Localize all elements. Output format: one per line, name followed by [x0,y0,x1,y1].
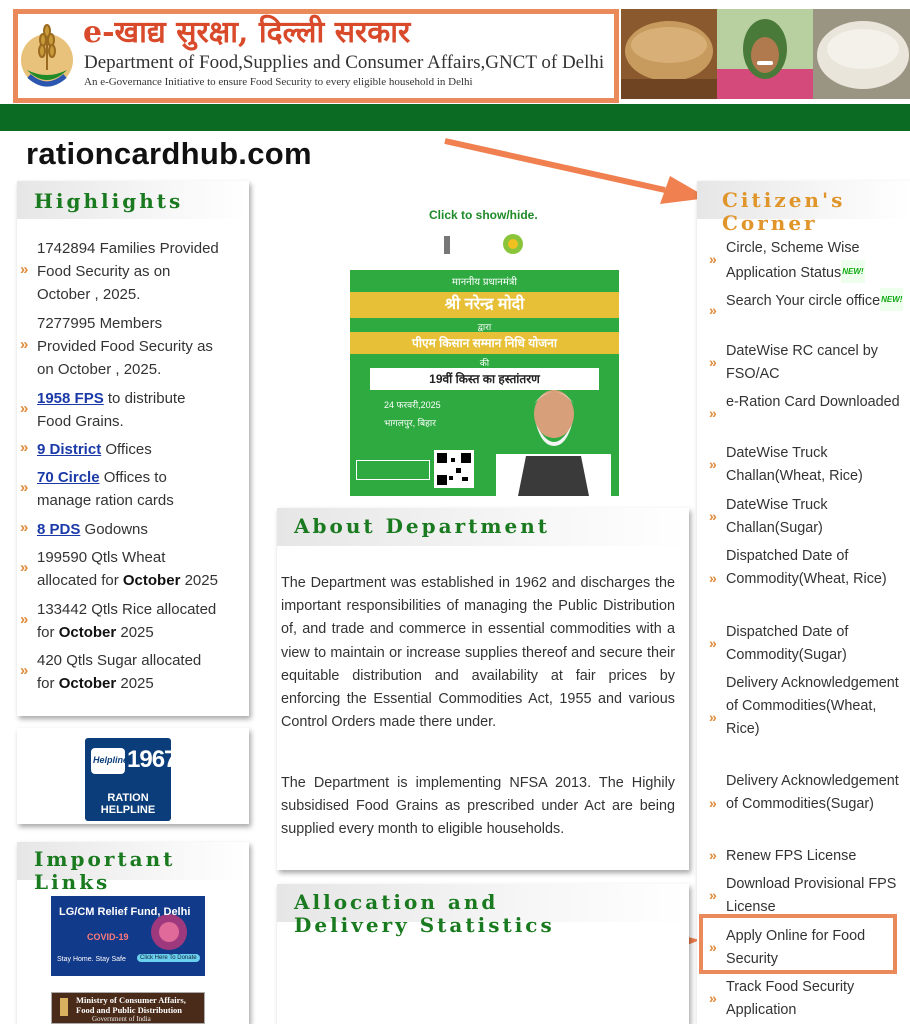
citizens-corner-title: Citizen's Corner [722,188,846,235]
poster-place: भागलपुर, बिहार [384,418,436,428]
covid-relief-fund-banner[interactable] [51,896,205,976]
highlight-item: 420 Qtls Sugar allocated for October 2025 [37,652,202,692]
site-title: e-खाद्य सुरक्षा, दिल्ली सरकार [83,15,411,50]
highlight-item: 199590 Qtls Wheat allocated for October 2025 [37,549,218,589]
bullet-chevron-icon: » [709,455,717,472]
bullet-chevron-icon: » [20,519,29,536]
highlight-item: 133442 Qtls Rice allocated for October 2025 [37,601,217,641]
covid-banner-line1: LG/CM Relief Fund, Delhi [59,906,191,918]
citizens-corner-link[interactable]: Delivery Acknowledgement of Commodities(Sugar) [726,773,899,812]
highlight-item: 9 District Offices [37,441,152,458]
covid-banner-line3: Stay Home. Stay Safe [57,956,126,963]
wheat-logo-icon [19,20,75,90]
ministry-banner-line1: Ministry of Consumer Affairs, [76,995,186,1005]
green-nav-bar [0,104,910,131]
pm-kisan-poster[interactable] [350,228,619,496]
bullet-chevron-icon: » [709,404,717,421]
citizens-corner-link[interactable]: Download Provisional FPS License [726,876,897,915]
covid-banner-line2: COVID-19 [87,932,129,942]
bullet-chevron-icon: » [709,847,717,863]
poster-line5: की [479,358,490,368]
helpline-text: RATION HELPLINE [100,792,156,816]
bullet-chevron-icon: » [709,886,717,903]
ministry-banner-line2: Food and Public Distribution [76,1005,183,1015]
poster-line2: श्री नरेन्द्र मोदी [350,292,619,318]
bullet-chevron-icon: » [20,336,29,353]
bullet-chevron-icon: » [20,399,29,417]
bullet-chevron-icon: » [20,261,29,278]
poster-line3: द्वारा [477,322,492,332]
citizens-corner-link[interactable]: DateWise RC cancel by FSO/AC [726,343,878,382]
bullet-chevron-icon: » [709,708,717,725]
show-hide-toggle[interactable]: Click to show/hide. [429,208,538,222]
apply-online-highlight-box [699,914,897,974]
bullet-chevron-icon: » [709,570,717,586]
poster-line4: पीएम किसान सम्मान निधि योजना [350,332,619,354]
poster-date: 24 फरवरी,2025 [384,400,441,410]
farmer-woman-image [717,9,813,99]
citizens-corner-link[interactable]: Apply Online for Food Security [726,928,866,967]
poster-qr-caption [356,460,430,480]
bullet-chevron-icon: » [709,250,717,267]
bullet-chevron-icon: » [709,507,717,524]
grain-sack-image [621,9,717,99]
header-tagline: An e-Governance Initiative to ensure Food Security to every eligible household in Delhi [84,76,473,88]
bullet-chevron-icon: » [709,795,717,811]
qr-code-image [434,450,474,488]
new-badge: NEW! [841,260,864,283]
highlight-link[interactable]: 8 PDS [37,521,81,538]
highlight-link[interactable]: 9 District [37,441,102,458]
about-department-title: About Department [294,514,551,538]
citizens-corner-link[interactable]: Delivery Acknowledgement of Commodities(Wheat, Rice) [726,675,899,737]
citizens-corner-link[interactable]: DateWise Truck Challan(Wheat, Rice) [726,445,863,484]
citizens-corner-link[interactable]: Dispatched Date of Commodity(Sugar) [726,624,849,663]
highlight-item: 1958 FPS to distribute Food Grains. [37,390,186,430]
ministry-banner-line3: Government of India [92,1015,151,1023]
citizens-corner-link[interactable]: Search Your circle officeNEW! [726,288,906,313]
highlights-title: Highlights [34,189,184,213]
emblem-icon [55,996,73,1020]
bullet-chevron-icon: » [709,301,717,318]
helpline-number: 1967 [127,746,177,773]
month-text: October [122,572,181,589]
new-badge: NEW! [880,288,903,311]
about-paragraph-1: The Department was established in 1962 and discharges the important responsibilities of managing the Public Distribution of, and trade and commerce in essential commodities with a view to maintain or increase supplies thereof and secure their equitable distribution and availability at fair prices by enforcing the Essential Commodities Act, 1955 and various Control Orders made there under. [281,575,675,731]
bullet-chevron-icon: » [20,558,29,576]
site-header [0,0,910,104]
about-paragraph-2: The Department is implementing NFSA 2013. The Highily subsidised Food Grains as prescribed under Act are being supplied every month to eligible households. [281,775,675,838]
arrow-to-citizens-corner [445,141,665,190]
helpline-label: Helpline [93,755,129,765]
highlight-item: 70 Circle Offices to manage ration cards [37,469,174,509]
ministry-banner[interactable] [51,992,205,1024]
bullet-chevron-icon: » [20,478,29,496]
highlight-item: 8 PDS Godowns [37,521,148,538]
bullet-chevron-icon: » [709,989,717,1006]
citizens-corner-link[interactable]: e-Ration Card Downloaded [726,394,900,410]
rice-sack-image [813,9,910,99]
bullet-chevron-icon: » [709,938,717,955]
highlight-link[interactable]: 70 Circle [37,469,100,486]
month-text: October [58,675,117,692]
citizens-corner-link[interactable]: Renew FPS License [726,848,857,864]
bullet-chevron-icon: » [709,353,717,370]
highlight-link[interactable]: 1958 FPS [37,390,104,407]
emblem-icon [436,234,458,256]
header-image-strip [621,9,910,99]
poster-line6: 19वीं किस्त का हस्तांतरण [370,368,599,390]
citizens-corner-link[interactable]: Dispatched Date of Commodity(Wheat, Rice) [726,548,887,587]
allocation-statistics-title: Allocation and Delivery Statistics [294,890,555,937]
month-text: October [58,624,117,641]
pm-kisan-logo-icon [502,233,524,255]
department-name: Department of Food,Supplies and Consumer Affairs,GNCT of Delhi [84,52,605,73]
bullet-chevron-icon: » [20,661,29,679]
highlight-item: 7277995 Members Provided Food Security as on October , 2025. [37,315,213,378]
important-links-title: Important Links [34,847,176,894]
ration-helpline-banner[interactable] [85,738,177,821]
highlight-item: 1742894 Families Provided Food Security as on October , 2025. [37,240,219,303]
citizens-corner-link[interactable]: Track Food Security Application [726,979,855,1018]
donate-button[interactable]: Click Here To Donate [137,954,200,962]
watermark-text: rationcardhub.com [26,136,312,171]
pm-portrait-image [486,376,616,496]
poster-line1: माननीय प्रधानमंत्री [452,277,517,288]
citizens-corner-link[interactable]: DateWise Truck Challan(Sugar) [726,497,828,536]
bullet-chevron-icon: » [709,634,717,651]
citizens-corner-link[interactable]: Circle, Scheme Wise Application StatusNEW! [726,240,864,281]
bullet-chevron-icon: » [20,610,29,628]
bullet-chevron-icon: » [20,439,29,456]
